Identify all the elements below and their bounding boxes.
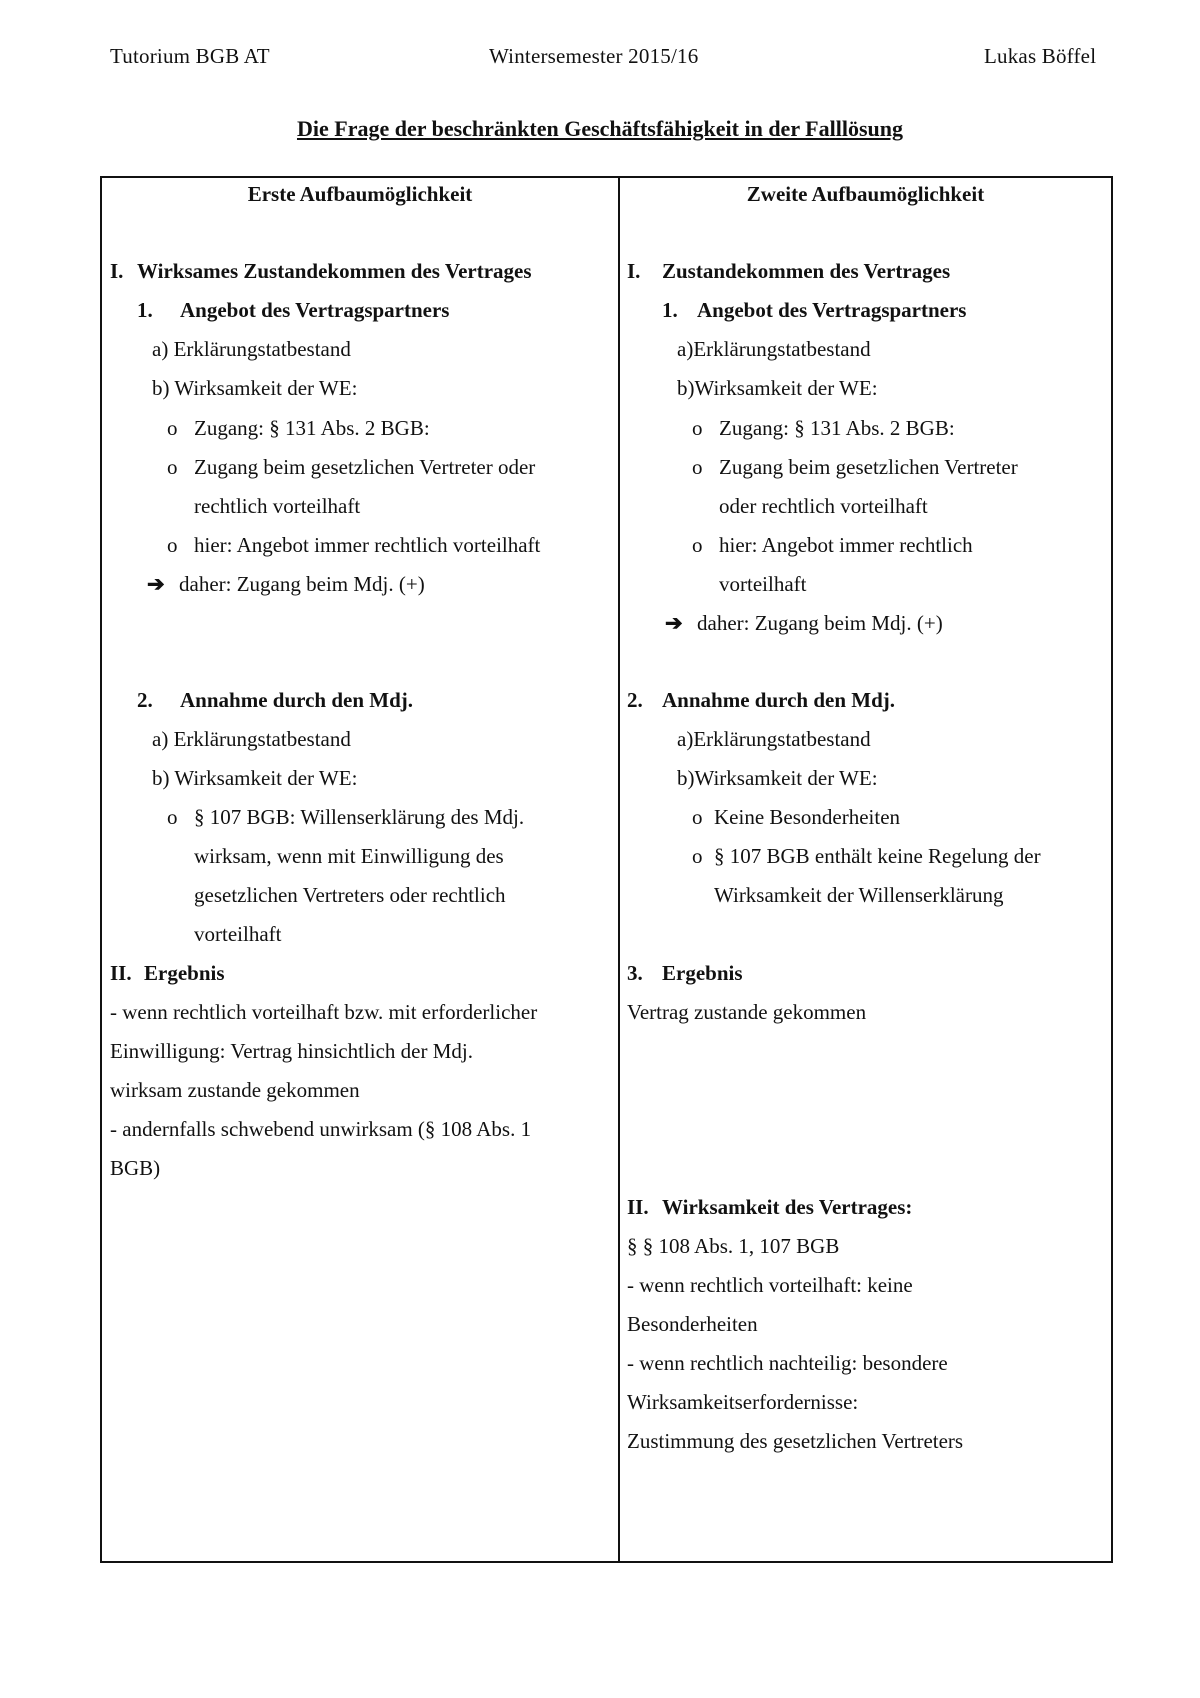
bullet-icon: o bbox=[167, 805, 178, 829]
left-subsection-1-title: Angebot des Vertragspartners bbox=[180, 298, 450, 322]
left-section-1-number: I. bbox=[110, 259, 124, 283]
header-semester: Wintersemester 2015/16 bbox=[489, 44, 699, 68]
right-section-1-title: Zustandekommen des Vertrages bbox=[662, 259, 951, 283]
column-divider bbox=[618, 178, 620, 1561]
right-subsection-3-number: 3. bbox=[627, 961, 643, 985]
right-effect-line-3: Besonderheiten bbox=[627, 1312, 758, 1336]
left-result-line-2: Einwilligung: Vertrag hinsichtlich der Mdj. bbox=[110, 1039, 473, 1063]
right-effect-line-6: Zustimmung des gesetzlichen Vertreters bbox=[627, 1429, 964, 1453]
left-result-line-3: wirksam zustande gekommen bbox=[110, 1078, 360, 1102]
bullet-icon: o bbox=[167, 455, 178, 479]
right-section-2-title: Wirksamkeit des Vertrages: bbox=[662, 1195, 913, 1219]
left-1-item-b: b) Wirksamkeit der WE: bbox=[152, 376, 358, 400]
header-author: Lukas Böffel bbox=[984, 44, 1097, 68]
right-1-bullet-3-line-2: vorteilhaft bbox=[719, 572, 807, 596]
arrow-right-icon: ➔ bbox=[665, 611, 683, 635]
left-1-bullet-2-line-2: rechtlich vorteilhaft bbox=[194, 494, 361, 518]
bullet-icon: o bbox=[692, 455, 703, 479]
right-1-bullet-2-line-2: oder rechtlich vorteilhaft bbox=[719, 494, 928, 518]
right-subsection-2-title: Annahme durch den Mdj. bbox=[662, 688, 895, 712]
bullet-icon: o bbox=[692, 805, 703, 829]
document-title: Die Frage der beschränkten Geschäftsfähigkeit in der Falllösung bbox=[296, 116, 903, 141]
left-result-line-1: - wenn rechtlich vorteilhaft bzw. mit erforderlicher bbox=[110, 1000, 538, 1024]
bullet-icon: o bbox=[167, 533, 178, 557]
bullet-icon: o bbox=[692, 844, 703, 868]
left-section-1-title: Wirksames Zustandekommen des Vertrages bbox=[137, 259, 532, 283]
right-1-item-b: b)Wirksamkeit der WE: bbox=[677, 376, 878, 400]
right-2-bullet-2-line-2: Wirksamkeit der Willenserklärung bbox=[714, 883, 1004, 907]
right-2-bullet-2-line-1: § 107 BGB enthält keine Regelung der bbox=[714, 844, 1041, 868]
right-effect-line-5: Wirksamkeitserfordernisse: bbox=[627, 1390, 859, 1414]
left-1-item-a: a) Erklärungstatbestand bbox=[152, 337, 351, 361]
left-2-bullet-line-3: gesetzlichen Vertreters oder rechtlich bbox=[194, 883, 506, 907]
arrow-right-icon: ➔ bbox=[147, 572, 165, 596]
right-2-item-a: a)Erklärungstatbestand bbox=[677, 727, 871, 751]
right-3-text: Vertrag zustande gekommen bbox=[627, 1000, 867, 1024]
bullet-icon: o bbox=[692, 416, 703, 440]
left-1-bullet-3: hier: Angebot immer rechtlich vorteilhaft bbox=[194, 533, 541, 557]
left-subsection-1-number: 1. bbox=[137, 298, 153, 322]
left-section-2-number: II. bbox=[110, 961, 132, 985]
right-subsection-3-title: Ergebnis bbox=[662, 961, 743, 985]
header-course: Tutorium BGB AT bbox=[110, 44, 270, 68]
left-1-bullet-2-line-1: Zugang beim gesetzlichen Vertreter oder bbox=[194, 455, 536, 479]
left-result-line-5: BGB) bbox=[110, 1156, 161, 1180]
right-effect-line-4: - wenn rechtlich nachteilig: besondere bbox=[627, 1351, 948, 1375]
left-2-bullet-line-2: wirksam, wenn mit Einwilligung des bbox=[194, 844, 504, 868]
right-2-bullet-1: Keine Besonderheiten bbox=[714, 805, 901, 829]
left-2-item-a: a) Erklärungstatbestand bbox=[152, 727, 351, 751]
left-subsection-2-title: Annahme durch den Mdj. bbox=[180, 688, 413, 712]
bullet-icon: o bbox=[167, 416, 178, 440]
right-1-bullet-2-line-1: Zugang beim gesetzlichen Vertreter bbox=[719, 455, 1018, 479]
right-section-2-number: II. bbox=[627, 1195, 649, 1219]
left-2-bullet-line-4: vorteilhaft bbox=[194, 922, 282, 946]
right-2-item-b: b)Wirksamkeit der WE: bbox=[677, 766, 878, 790]
left-1-result: daher: Zugang beim Mdj. (+) bbox=[179, 572, 425, 596]
left-2-item-b: b) Wirksamkeit der WE: bbox=[152, 766, 358, 790]
left-section-2-title: Ergebnis bbox=[144, 961, 225, 985]
right-effect-line-2: - wenn rechtlich vorteilhaft: keine bbox=[627, 1273, 913, 1297]
right-1-bullet-1: Zugang: § 131 Abs. 2 BGB: bbox=[719, 416, 955, 440]
bullet-icon: o bbox=[692, 533, 703, 557]
right-subsection-2-number: 2. bbox=[627, 688, 643, 712]
right-1-item-a: a)Erklärungstatbestand bbox=[677, 337, 871, 361]
right-subsection-1-number: 1. bbox=[662, 298, 678, 322]
left-2-bullet-line-1: § 107 BGB: Willenserklärung des Mdj. bbox=[194, 805, 525, 829]
right-subsection-1-title: Angebot des Vertragspartners bbox=[697, 298, 967, 322]
left-column-heading: Erste Aufbaumöglichkeit bbox=[247, 182, 473, 206]
right-column-heading: Zweite Aufbaumöglichkeit bbox=[746, 182, 985, 206]
right-effect-line-1: § § 108 Abs. 1, 107 BGB bbox=[627, 1234, 840, 1258]
comparison-table bbox=[100, 176, 1113, 1563]
right-section-1-number: I. bbox=[627, 259, 641, 283]
right-1-bullet-3-line-1: hier: Angebot immer rechtlich bbox=[719, 533, 973, 557]
left-1-bullet-1: Zugang: § 131 Abs. 2 BGB: bbox=[194, 416, 430, 440]
right-1-result: daher: Zugang beim Mdj. (+) bbox=[697, 611, 943, 635]
left-result-line-4: - andernfalls schwebend unwirksam (§ 108 Abs. 1 bbox=[110, 1117, 532, 1141]
left-subsection-2-number: 2. bbox=[137, 688, 153, 712]
